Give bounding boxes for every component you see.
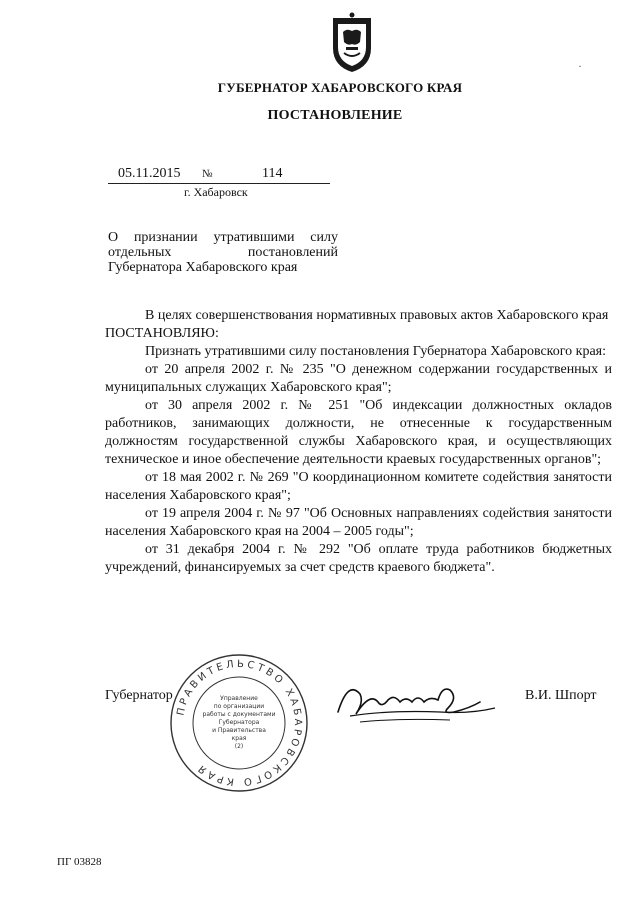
stamp-ring-text: ПРАВИТЕЛЬСТВО ХАБАРОВСКОГО КРАЯ: [175, 658, 304, 788]
document-number: 114: [262, 166, 283, 181]
form-code: ПГ 03828: [57, 856, 102, 868]
coat-of-arms-icon: [327, 12, 377, 74]
document-type-title: ПОСТАНОВЛЕНИЕ: [267, 108, 403, 123]
list-item: от 18 мая 2002 г. № 269 "О координационном комитете содействия занятости населения Хабаровского края";: [105, 470, 612, 503]
authority-title: ГУБЕРНАТОР ХАБАРОВСКОГО КРАЯ: [217, 80, 463, 95]
number-sign: №: [202, 168, 213, 180]
signatory-position: Губернатор: [105, 688, 173, 703]
corner-mark: ·: [578, 59, 582, 73]
signatory-name: В.И. Шпорт: [525, 688, 597, 703]
resolution-paragraph: Признать утратившими силу постановления Губернатора Хабаровского края:: [145, 344, 607, 359]
document-date: 05.11.2015: [118, 166, 181, 181]
handwritten-signature: [330, 672, 500, 730]
stamp-line: Управление: [220, 695, 258, 702]
resolution-word: ПОСТАНОВЛЯЮ:: [105, 326, 219, 341]
stamp-line: работы с документами: [202, 711, 276, 718]
list-item: от 20 апреля 2002 г. № 235 "О денежном содержании государственных и муниципальных служащих Хабаровского края";: [105, 362, 612, 395]
date-number-underline: [108, 183, 330, 184]
stamp-line: края: [231, 735, 247, 742]
document-city: г. Хабаровск: [184, 185, 248, 199]
stamp-line: и Правительства: [212, 727, 266, 734]
stamp-line: (2): [234, 743, 244, 750]
stamp-line: Губернатора: [218, 719, 260, 726]
official-stamp: [168, 652, 310, 794]
stamp-line: по организации: [213, 703, 265, 710]
document-subject: О признании утратившими силу отдельных постановлений Губернатора Хабаровского края: [108, 230, 338, 275]
list-item: от 31 декабря 2004 г. № 292 "Об оплате труда работников бюджетных учреждений, финансируемых за счет средств краевого бюджета".: [105, 542, 612, 575]
list-item: от 30 апреля 2002 г. № 251 "Об индексации должностных окладов работников, занимающих должности, не отнесенные к государственным должностям государственной службы Хабаровского края, и осуществляющих техническое и иное обеспечение деятельности краевых государственных органов";: [105, 398, 612, 467]
document-body: [105, 307, 612, 577]
preamble-paragraph: В целях совершенствования нормативных правовых актов Хабаровского края: [145, 308, 609, 323]
list-item: от 19 апреля 2004 г. № 97 "Об Основных направлениях содействия занятости населения Хабаровского края на 2004 – 2005 годы";: [105, 506, 612, 539]
